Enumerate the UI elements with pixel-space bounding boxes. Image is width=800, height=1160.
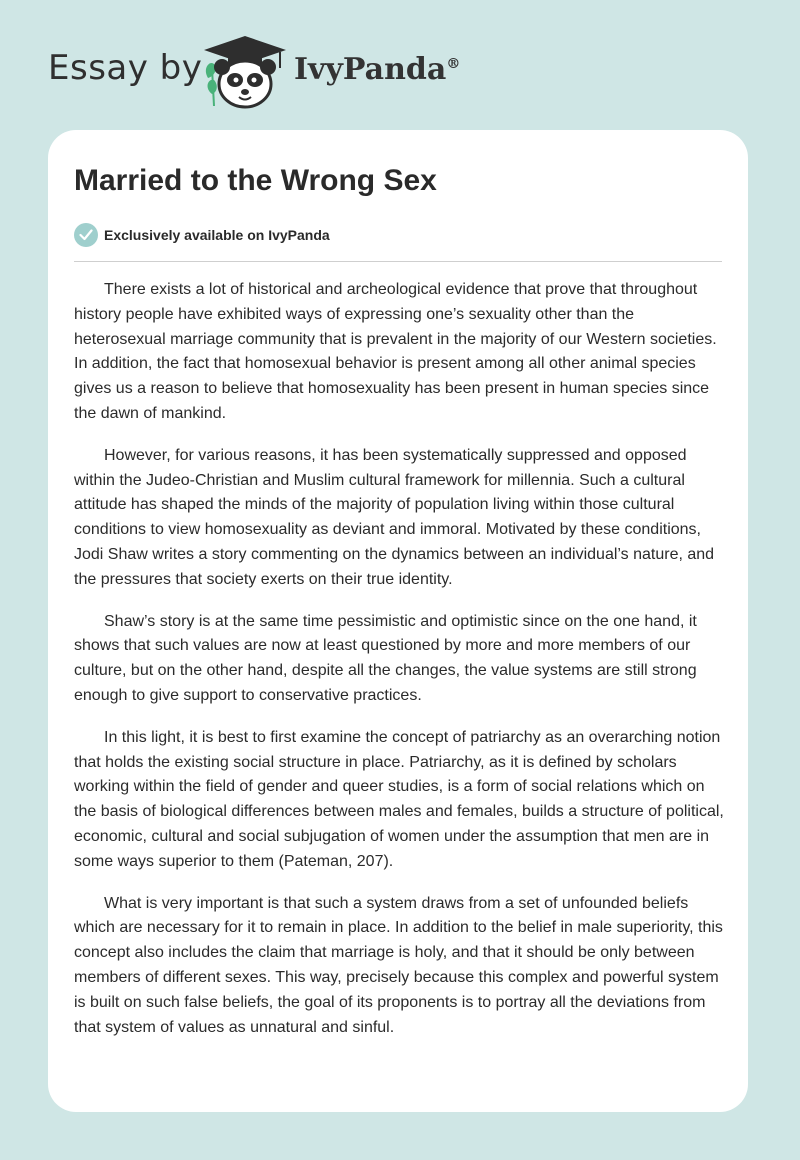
- brand-name[interactable]: IvyPanda®: [294, 52, 461, 87]
- divider: [74, 261, 722, 262]
- exclusive-badge: [74, 222, 330, 248]
- paragraph: There exists a lot of historical and archeological evidence that prove that throughout history people have exhibited ways of expressing one’s sexuality other than the heterosexual marriage community that is prevalent in the majority of our Western societies. In addition, the fact that homosexual behavior is present among all other animal species gives us a reason to believe that homosexuality has been present in human species since the dawn of mankind.: [74, 281, 717, 422]
- header: [0, 0, 800, 130]
- exclusive-badge-label: Exclusively available on IvyPanda: [104, 227, 330, 243]
- panda-logo-icon[interactable]: [200, 34, 290, 110]
- paragraph: Shaw’s story is at the same time pessimistic and optimistic since on the one hand, it shows that such values are now at least questioned by more and more members of our culture, but on the other hand, despite all the changes, the value systems are still strong enough to give support to conservative practices.: [74, 612, 697, 704]
- check-icon: [74, 223, 98, 247]
- paragraph: In this light, it is best to first examine the concept of patriarchy as an overarching notion that holds the existing social structure in place. Patriarchy, as it is defined by scholars working within the field of gender and queer studies, is a form of social relations which on the basis of biological differences between males and females, builds a structure of political, economic, cultural and social subjugation of women under the assumption that men are in some ways superior to them (Pateman, 207).: [74, 728, 724, 870]
- page-title: Married to the Wrong Sex: [74, 164, 437, 197]
- paragraph: However, for various reasons, it has been systematically suppressed and opposed within the Judeo-Christian and Muslim cultural framework for millennia. Such a cultural attitude has shaped the minds of the majority of population living within those cultural conditions to view homosexuality as deviant and immoral. Motivated by these conditions, Jodi Shaw writes a story commenting on the dynamics between an individual’s nature, and the pressures that society exerts on their true identity.: [74, 446, 715, 588]
- paragraph: What is very important is that such a system draws from a set of unfounded beliefs which are necessary for it to remain in place. In addition to the belief in male superiority, this concept also includes the claim that marriage is holy, and that it should be only between members of different sexes. This way, precisely because this complex and powerful system is built on such false beliefs, the goal of its proponents is to portray all the deviations from that system of values as unnatural and sinful.: [74, 894, 723, 1036]
- article-body: [74, 278, 724, 1057]
- article-card: [48, 130, 748, 1112]
- essay-by-label: Essay by: [48, 48, 203, 88]
